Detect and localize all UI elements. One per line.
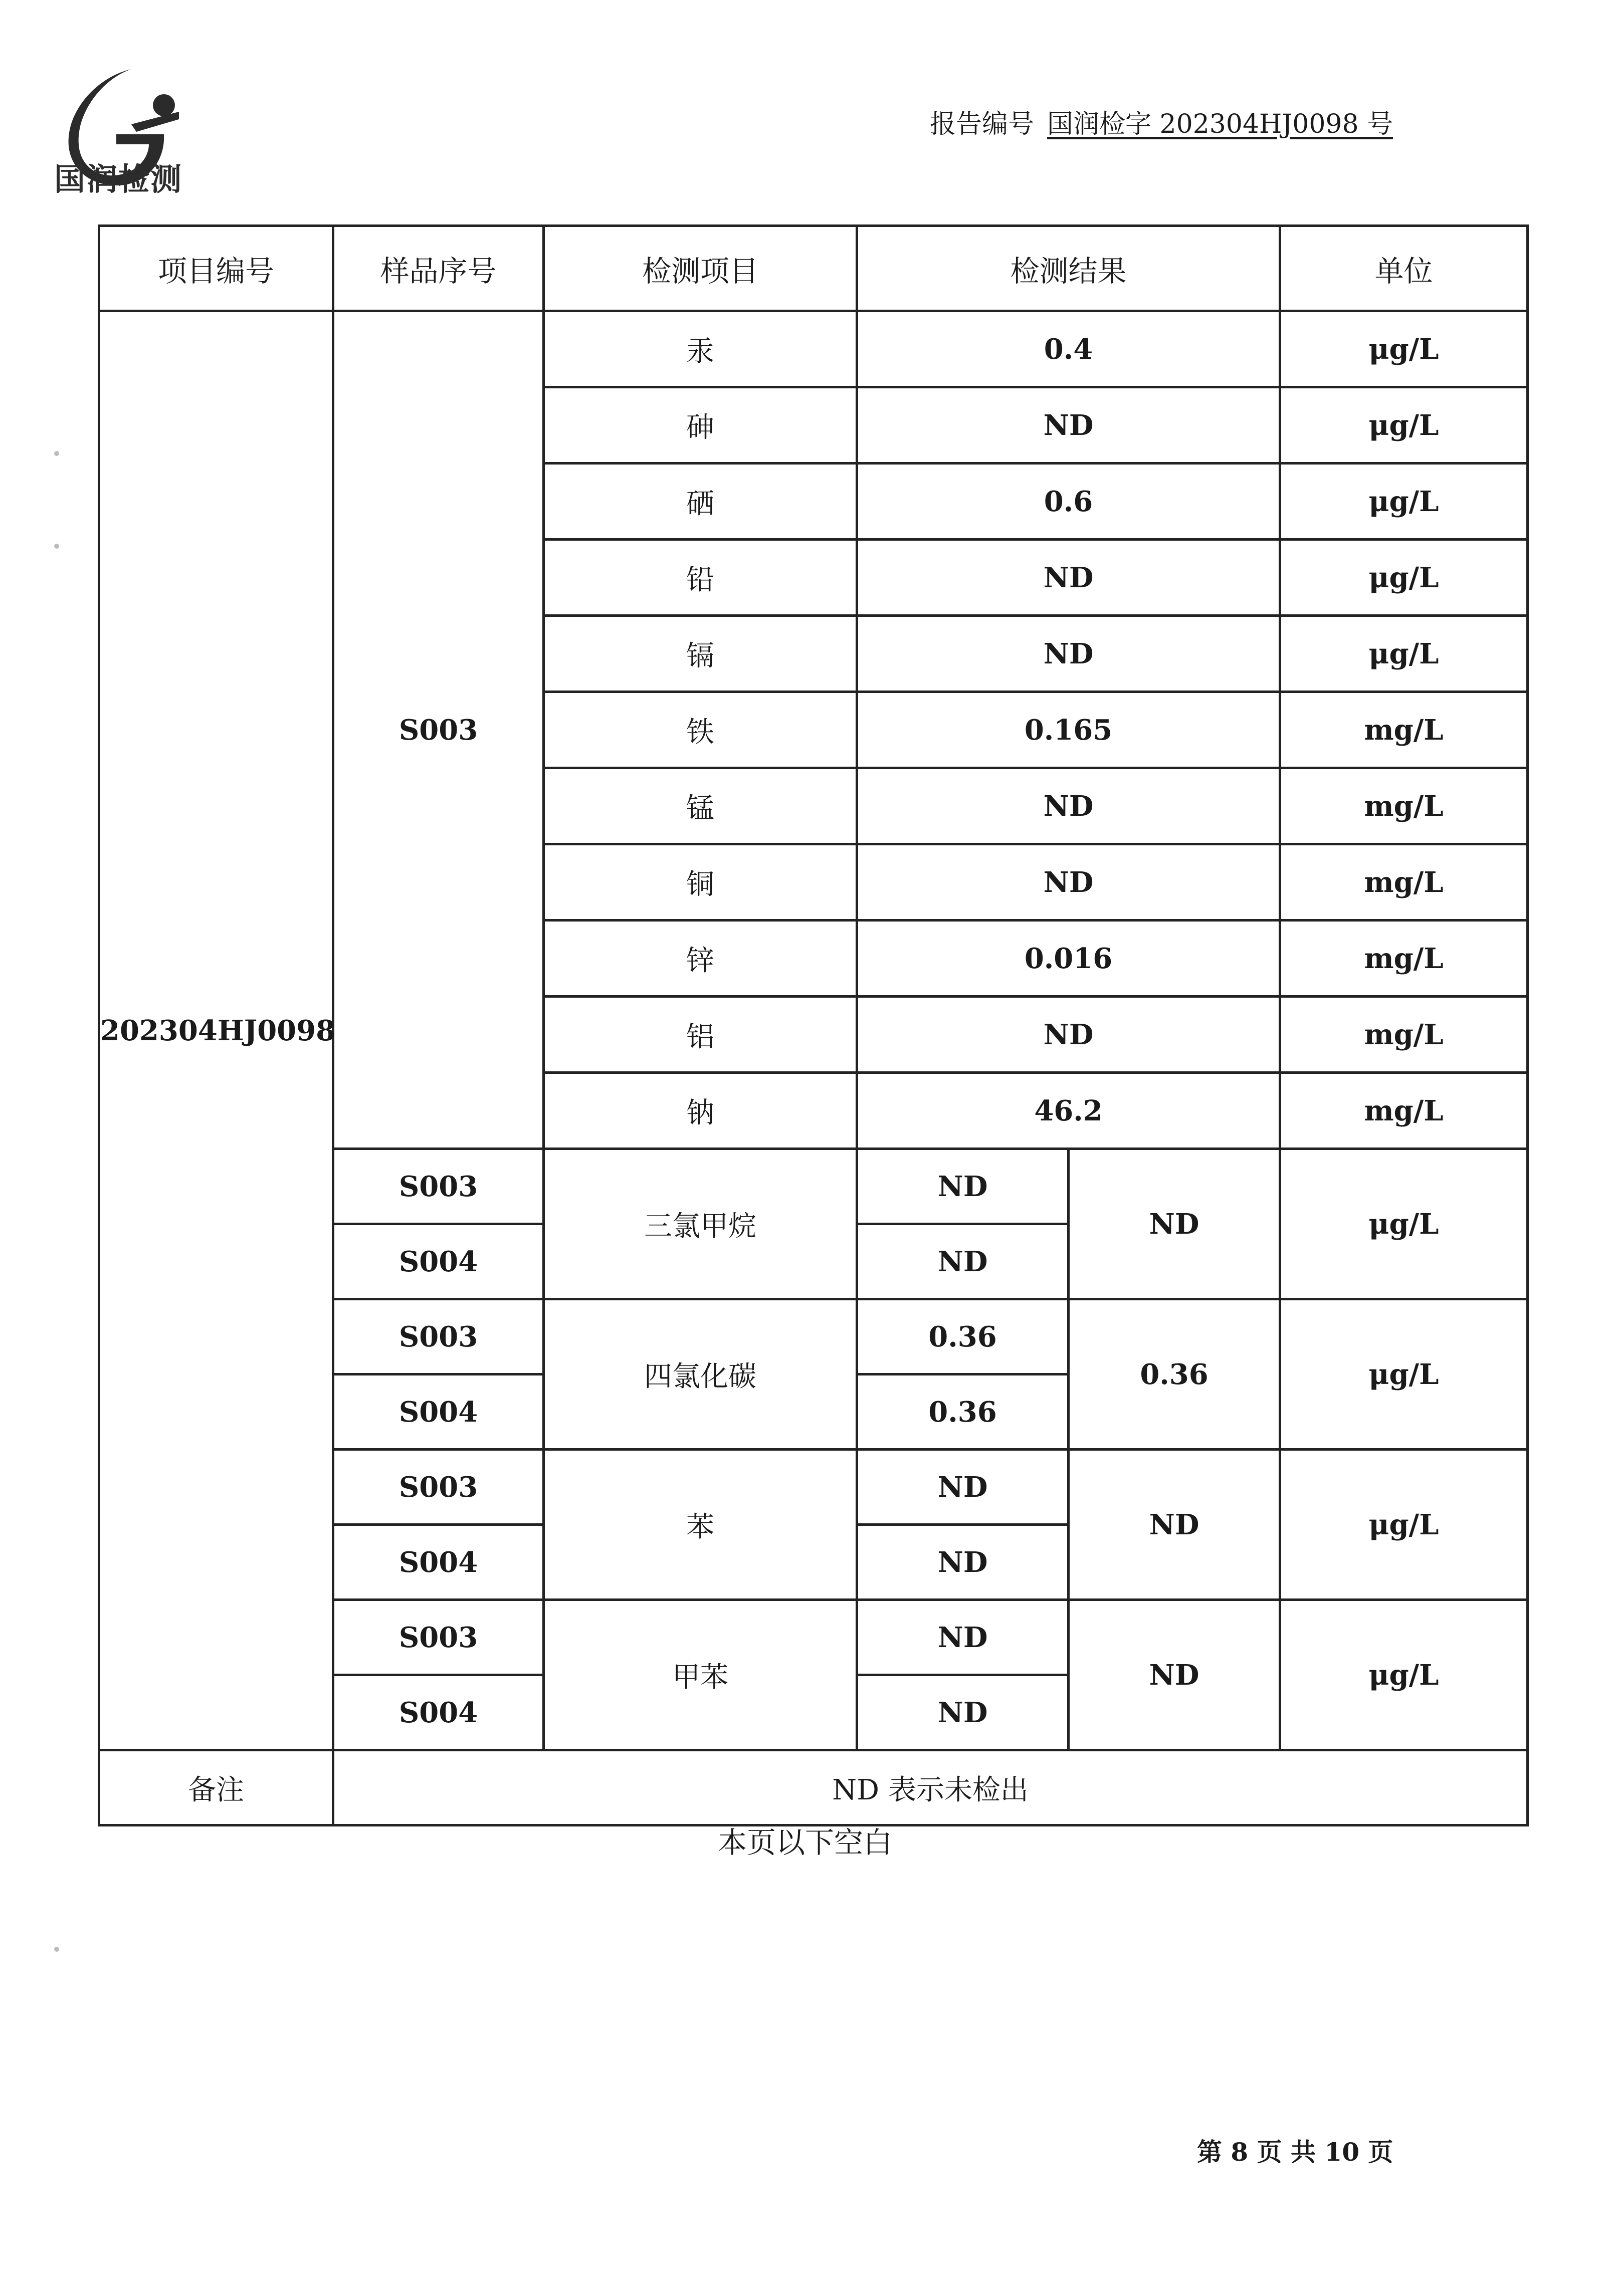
unit-cell: mg/L: [1280, 1073, 1528, 1149]
test-item-cell: 甲苯: [544, 1600, 857, 1750]
test-item-cell: 三氯甲烷: [544, 1149, 857, 1299]
test-item-cell: 钠: [544, 1073, 857, 1149]
result-cell: ND: [857, 1525, 1069, 1600]
combined-result-cell: ND: [1069, 1600, 1280, 1750]
unit-cell: mg/L: [1280, 768, 1528, 844]
scan-speck: [54, 1947, 59, 1952]
result-cell: ND: [857, 387, 1280, 464]
test-item-cell: 硒: [544, 464, 857, 540]
header-unit: 单位: [1280, 226, 1528, 311]
test-item-cell: 苯: [544, 1450, 857, 1600]
unit-cell: μg/L: [1280, 311, 1528, 387]
result-cell: 46.2: [857, 1073, 1280, 1149]
unit-cell: μg/L: [1280, 1600, 1528, 1750]
test-item-cell: 镉: [544, 616, 857, 692]
result-cell: 0.6: [857, 464, 1280, 540]
test-item-cell: 铁: [544, 692, 857, 768]
sample-no-cell: S003: [333, 311, 544, 1149]
sample-no-cell: S003: [333, 1299, 544, 1374]
sample-no-cell: S003: [333, 1149, 544, 1224]
remark-text: ND 表示未检出: [333, 1750, 1528, 1825]
scan-speck: [54, 544, 59, 549]
result-cell: 0.165: [857, 692, 1280, 768]
test-item-cell: 四氯化碳: [544, 1299, 857, 1450]
sample-no-cell: S004: [333, 1224, 544, 1299]
header-project-no: 项目编号: [99, 226, 333, 311]
result-cell: ND: [857, 844, 1280, 921]
combined-result-cell: ND: [1069, 1149, 1280, 1299]
unit-cell: mg/L: [1280, 921, 1528, 997]
unit-cell: mg/L: [1280, 844, 1528, 921]
header-test-item: 检测项目: [544, 226, 857, 311]
result-cell: ND: [857, 768, 1280, 844]
sample-no-cell: S004: [333, 1525, 544, 1600]
combined-result-cell: 0.36: [1069, 1299, 1280, 1450]
unit-cell: mg/L: [1280, 692, 1528, 768]
table-header-row: [99, 226, 1528, 311]
report-number-label: 报告编号: [930, 109, 1035, 139]
test-item-cell: 锌: [544, 921, 857, 997]
unit-cell: μg/L: [1280, 1299, 1528, 1450]
test-item-cell: 铅: [544, 540, 857, 616]
page-number: 第 8 页 共 10 页: [1197, 2137, 1393, 2167]
test-item-cell: 铜: [544, 844, 857, 921]
unit-cell: mg/L: [1280, 997, 1528, 1073]
scan-speck: [54, 451, 59, 456]
header-test-result: 检测结果: [857, 226, 1280, 311]
test-item-cell: 砷: [544, 387, 857, 464]
result-cell: 0.36: [857, 1374, 1069, 1450]
result-cell: ND: [857, 540, 1280, 616]
result-cell: 0.36: [857, 1299, 1069, 1374]
result-cell: 0.4: [857, 311, 1280, 387]
unit-cell: μg/L: [1280, 1450, 1528, 1600]
report-number-value: 国润检字 202304HJ0098 号: [1047, 109, 1393, 139]
sample-no-cell: S004: [333, 1374, 544, 1450]
unit-cell: μg/L: [1280, 540, 1528, 616]
unit-cell: μg/L: [1280, 1149, 1528, 1299]
result-cell: 0.016: [857, 921, 1280, 997]
unit-cell: μg/L: [1280, 464, 1528, 540]
result-cell: ND: [857, 997, 1280, 1073]
sample-no-cell: S003: [333, 1600, 544, 1675]
sample-no-cell: S004: [333, 1675, 544, 1750]
unit-cell: μg/L: [1280, 387, 1528, 464]
result-cell: ND: [857, 1450, 1069, 1525]
result-cell: ND: [857, 1600, 1069, 1675]
logo-text: 国润检测: [54, 161, 183, 197]
result-cell: ND: [857, 1675, 1069, 1750]
result-cell: ND: [857, 1149, 1069, 1224]
test-item-cell: 锰: [544, 768, 857, 844]
report-number: [930, 103, 1393, 140]
combined-result-cell: ND: [1069, 1450, 1280, 1600]
header-sample-no: 样品序号: [333, 226, 544, 311]
unit-cell: μg/L: [1280, 616, 1528, 692]
result-cell: ND: [857, 616, 1280, 692]
results-table: [98, 224, 1529, 1826]
result-cell: ND: [857, 1224, 1069, 1299]
test-item-cell: 铝: [544, 997, 857, 1073]
test-item-cell: 汞: [544, 311, 857, 387]
remark-row: [99, 1750, 1528, 1825]
remark-label: 备注: [99, 1750, 333, 1825]
blank-below-note: 本页以下空白: [717, 1825, 892, 1860]
sample-no-cell: S003: [333, 1450, 544, 1525]
project-no-cell: 202304HJ0098: [99, 311, 333, 1750]
table-row: [99, 311, 1528, 387]
